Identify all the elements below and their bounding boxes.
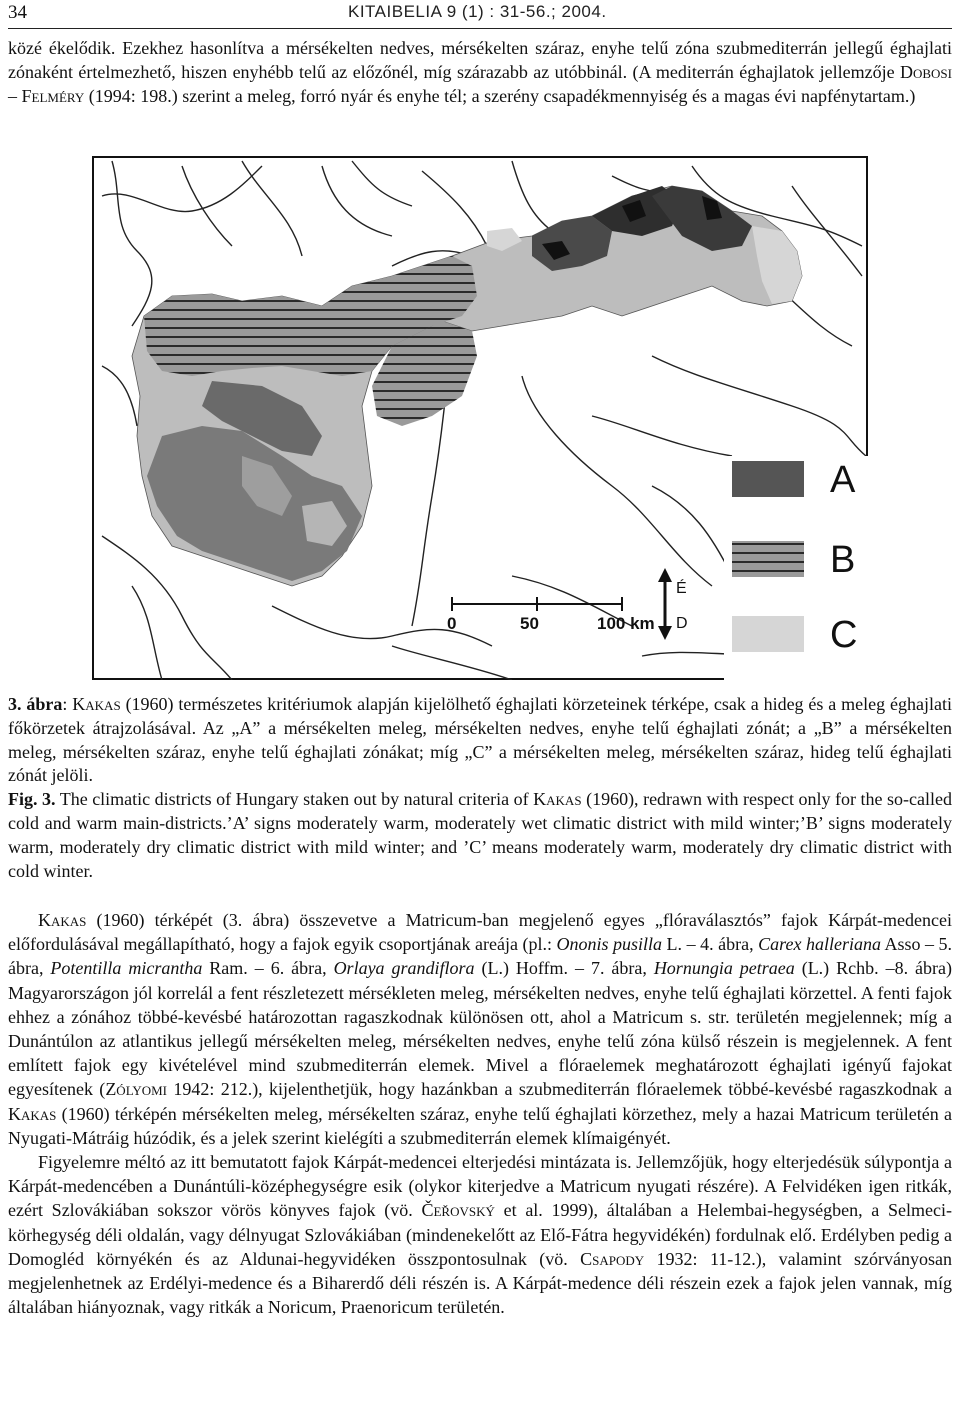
species-name: Hornungia petraea	[653, 958, 795, 979]
page-number: 34	[8, 2, 27, 23]
journal-citation: KITAIBELIA 9 (1) : 31-56.; 2004.	[348, 2, 607, 21]
body-text	[8, 908, 952, 1319]
climate-map	[92, 156, 868, 680]
text-run: Figyelemre méltó az itt bemutatott fajok Kárpát-medencei elterjedési mintázata is. Jellemzőjük, hogy elterjedésük súlypontja a Kárpát-medencében a Dunántúli-középhegységre esik (olykor kiterjedve a Matricum nyugati részére). A Felvidéken igen ritkák, ezért Szlovákiában sokszor vörös könyves fajok (vö.	[8, 1152, 952, 1221]
scale-label-100km: 100 km	[597, 614, 655, 633]
legend-swatch-b	[732, 541, 804, 577]
author-name: Kakas	[38, 910, 87, 930]
caption-hu-author: Kakas	[72, 694, 121, 714]
caption-en-label: Fig. 3.	[8, 789, 56, 810]
text-run: (1960) térképén mérsékelten meleg, mérsékelten száraz, enyhe telű éghajlati körzethez, mely a hazai Matricum területén a Nyugati-Mátráig húzódik, és a jelek szerint kielégíti a szubmediterrán elemek klímaigényét.	[8, 1103, 952, 1148]
legend-label-b: B	[830, 539, 856, 581]
north-label: É	[676, 580, 687, 597]
text-run: 1932: 11-12.), valamint szórványosan megjelenhetnek az Erdélyi-medence és a Biharerdő déli részén is. A Kárpát-medence déli részein ezek a fajok jelen vannak, míg általában hiányoznak, vagy ritkák a Noricum, Praenoricum területén.	[8, 1248, 952, 1318]
text-run: Ram. – 6. ábra,	[202, 958, 334, 979]
text-run: (L.) Hoffm. – 7. ábra,	[474, 958, 654, 979]
text-run: Asso – 5. ábra,	[8, 934, 953, 979]
legend-swatch-c	[732, 616, 804, 652]
caption-en-text-a: The climatic districts of Hungary staken out by natural criteria of	[55, 789, 534, 810]
author-felmery: Felméry	[21, 85, 85, 106]
species-name: Potentilla micrantha	[50, 958, 203, 979]
author-name: Csapody	[580, 1248, 645, 1269]
legend-label-c: C	[830, 614, 858, 656]
text-run: 1942: 212.), kijelenthetjük, hogy hazánkban a szubmediterrán flóraelemek többé-kevésbé ragaszkodnak a	[167, 1079, 952, 1100]
author-dobosi: Dobosi	[899, 61, 952, 82]
intro-text-b: (1994: 198.) szerint a meleg, forró nyár és enyhe tél; a szerény csapadékmennyiség és a magas évi napfénytartam.)	[84, 85, 916, 106]
caption-en-author: Kakas	[533, 789, 582, 810]
legend-label-a: A	[830, 459, 856, 501]
caption-hu-text: (1960) természetes kritériumok alapján kijelölhető éghajlati körzeteinek térképe, csak a hideg és a meleg éghajlati főkörzetek átrajzolásával. Az „A” a mérsékelten meleg, mérsékelten nedves, enyhe telű éghajlati zónát; a „B” a mérsékelten meleg, mérsékelten száraz, enyhe telű éghajlati zónákat; míg „C” a mérsékelten meleg, mérsékelten száraz, hideg telű éghajlati zónát jelöli.	[8, 694, 953, 786]
author-name: Čeřovský	[421, 1200, 495, 1221]
climate-map-figure	[92, 156, 868, 680]
species-name: Carex halleriana	[758, 934, 881, 955]
text-run: et al. 1999), általában a Helembai-hegységben, a Selmeci-körhegység déli oldalán, vagy délnyugat Szlovákiában (mindenekelőtt az Elő-Fátra hegyvidékén) fordulnak elő. Erdélyben pedig a Domogléd környékén és az Aldunai-hegyvidéken összpontosulnak (vö.	[8, 1200, 952, 1269]
species-name: Orlaya grandiflora	[333, 958, 475, 979]
running-header	[8, 2, 952, 29]
figure-caption	[8, 693, 952, 883]
legend-swatch-a	[732, 461, 804, 497]
text-run: (L.) Rchb. –8. ábra) Magyarországon jól korrelál a fent részletezett mérsékleten meleg, mérsékelten nedves, enyhe telű éghajlati körzettel. A fenti fajok ehhez a zónához többé-kevésbé határozottan ragaszkodnak különösen ott, ahol a Matricum s. str. területén megjelennek; míg a Dunántúlon az atlantikus jellegű mérsékelten meleg, mérsékelten nedves, enyhe telű zóna külső részein is megjelennek. A fent említett fajok egy kivételével mind szubmediterrán elemek. Mivel a flóraelemek meghatározott éghajlati igényű fajokat egyesítenek (	[8, 958, 952, 1100]
caption-colon: :	[62, 694, 73, 714]
author-name: Zólyomi	[105, 1079, 167, 1100]
scale-label-0: 0	[447, 614, 457, 633]
body-paragraph-1	[8, 908, 952, 1150]
text-run: L. – 4. ábra,	[662, 934, 759, 955]
species-name: Ononis pusilla	[556, 934, 663, 955]
author-name: Kakas	[8, 1103, 57, 1124]
intro-text-a: közé ékelődik. Ezekhez hasonlítva a mérsékelten nedves, mérsékelten száraz, enyhe telű zóna szubmediterrán jellegű éghajlati zónaként értelmezhető, hiszen enyhébb telű az előzőnél, míg szárazabb az utóbbinál. (A mediterrán éghajlatok jellemzője	[8, 38, 952, 82]
caption-hu-label: 3. ábra	[8, 694, 63, 714]
author-dash: –	[8, 85, 22, 106]
intro-paragraph	[8, 37, 952, 108]
south-label: D	[676, 615, 688, 632]
text-run: (1960) térképét (3. ábra) összevetve a Matricum-ban megjelenő egyes „flóraválasztós” fajok Kárpát-medencei előfordulásával megállapítható, hogy a fajok egyik csoportjának areája (pl.:	[8, 910, 952, 955]
body-paragraph-2	[8, 1150, 952, 1319]
caption-en-text-b: (1960), redrawn with respect only for the so-called cold and warm main-districts.’A’ signs moderately warm, moderately wet climatic district with mild winter;’B’ signs moderately warm, moderately dry climatic district with mild winter; and ’C’ means moderately warm, moderately dry climatic district with cold winter.	[8, 789, 953, 881]
scale-label-50: 50	[520, 614, 539, 633]
